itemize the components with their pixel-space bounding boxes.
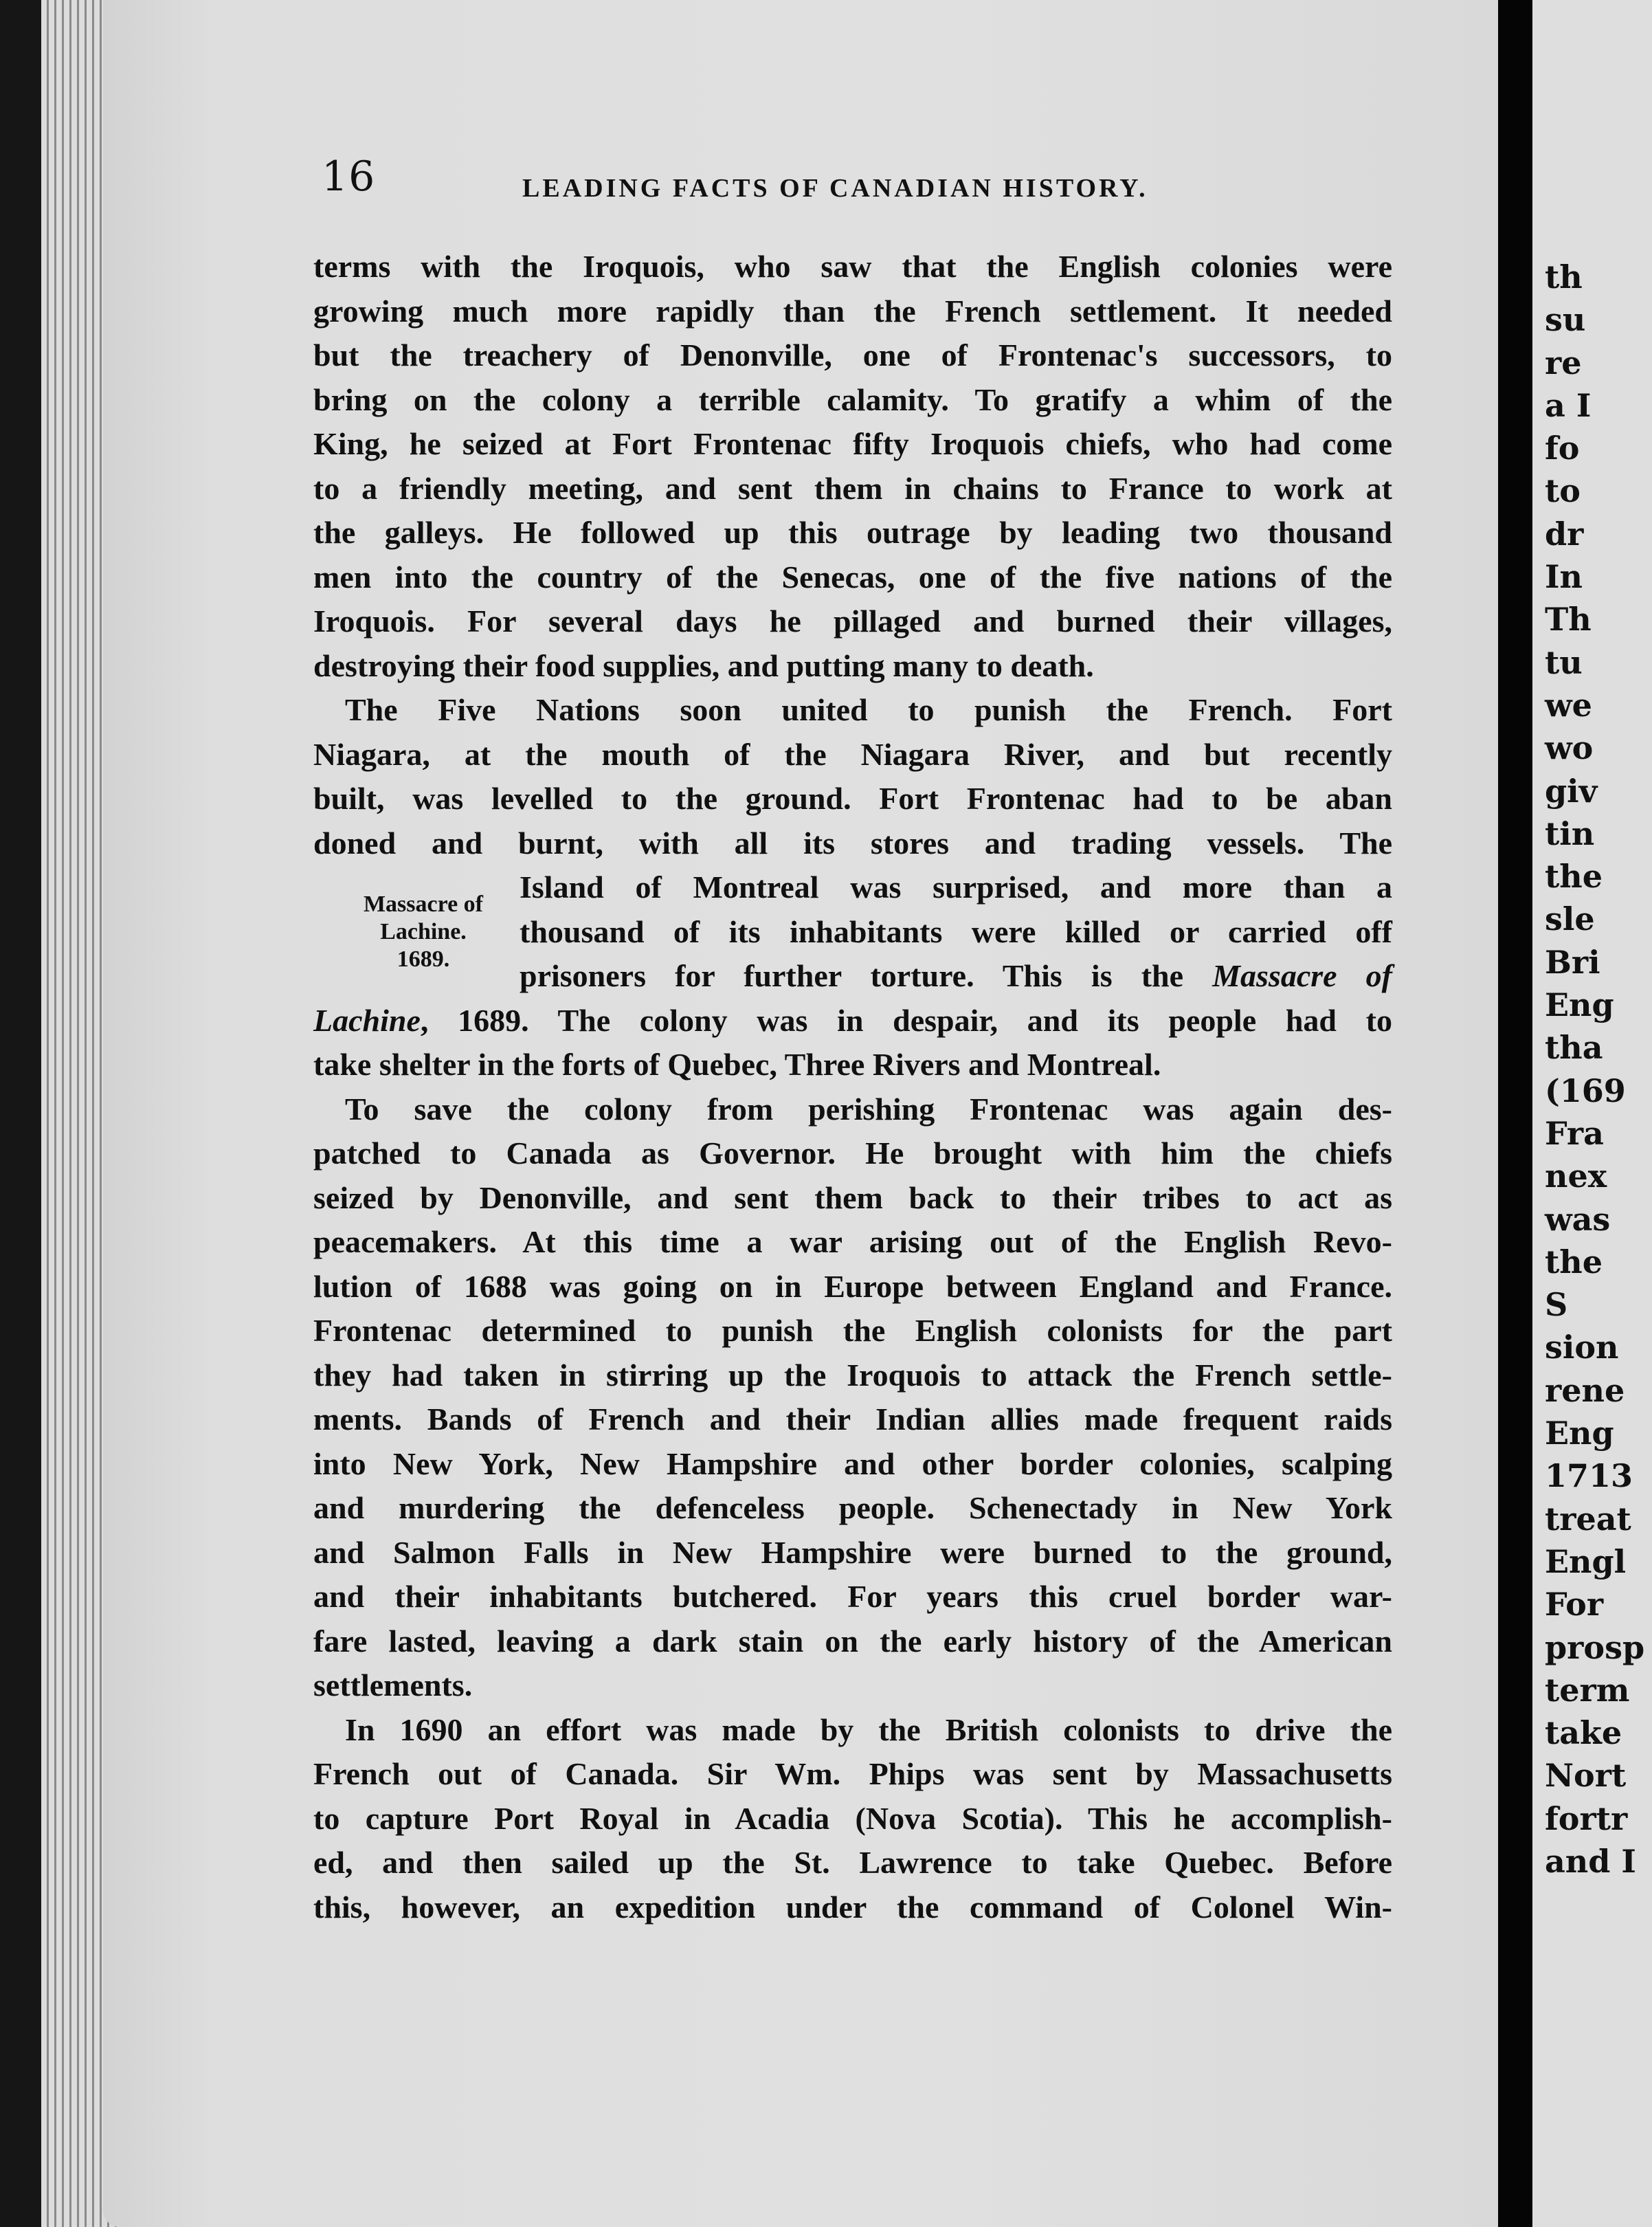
text-line [313,954,1392,999]
margin-note-line: 1689. [397,946,450,972]
text-line: and murdering the defenceless people. Schenectady in New York [313,1490,1392,1525]
text-line: fare lasted, leaving a dark stain on the early history of the American [313,1623,1392,1659]
text-line: Niagara, at the mouth of the Niagara River, and but recently [313,736,1392,772]
text-line: patched to Canada as Governor. He brought with him the chiefs [313,1135,1392,1171]
text-line: French out of Canada. Sir Wm. Phips was sent by Massachusetts [313,1756,1392,1791]
facing-line: Eng [1545,986,1614,1024]
text-line: Frontenac determined to punish the English colonists for the part [313,1313,1392,1348]
text-line: thousand of its inhabitants were killed or carried off [520,913,1392,949]
text-line: To save the colony from perishing Frontenac was again des- [345,1091,1392,1127]
text-line: to capture Port Royal in Acadia (Nova Scotia). This he accomplish- [313,1800,1392,1836]
facing-line: 1713 [1545,1457,1633,1495]
text-line: In 1690 an effort was made by the British colonists to drive the [345,1711,1392,1747]
paragraph [313,688,1392,1087]
running-title: LEADING FACTS OF CANADIAN HISTORY. [522,174,1148,203]
text-line: lution of 1688 was going on in Europe between England and France. [313,1268,1392,1304]
text-line: terms with the Iroquois, who saw that the English colonies were [313,249,1392,284]
text-line: to a friendly meeting, and sent them in chains to France to work at [313,470,1392,506]
text-line: Island of Montreal was surprised, and more than a [520,869,1392,905]
text-line: King, he seized at Fort Frontenac fifty Iroquois chiefs, who had come [313,426,1392,461]
facing-line: For [1545,1586,1604,1624]
text-line: men into the country of the Senecas, one of the five nations of the [313,559,1392,595]
facing-line: and I [1545,1842,1636,1880]
facing-line: Th [1545,601,1592,639]
facing-line: tu [1545,643,1583,681]
paragraph [313,1087,1392,1708]
text-line: growing much more rapidly than the French settlement. It needed [313,293,1392,329]
text-run: prisoners for further torture. This is the [520,958,1213,993]
facing-line: take [1545,1714,1622,1752]
facing-line: sle [1545,900,1595,938]
facing-line: su [1545,301,1586,339]
facing-line: tha [1545,1029,1603,1067]
text-line: this, however, an expedition under the command of Colonel Win- [313,1889,1392,1925]
facing-line: a I [1545,386,1592,424]
facing-page-text [1545,256,1644,1883]
paragraph [313,1708,1392,1930]
text-run: , 1689. The colony was in despair, and its people had to [420,1002,1392,1038]
text-line: take shelter in the forts of Quebec, Three Rivers and Montreal. [313,1047,1161,1082]
facing-line: the [1545,858,1603,896]
italic-run: Lachine [313,1002,421,1038]
text-line: doned and burnt, with all its stores and trading vessels. The [313,825,1392,861]
facing-line: (169 [1545,1072,1626,1109]
text-line [313,999,1392,1043]
body-text [313,245,1392,1929]
facing-line: giv [1545,772,1598,810]
text-line: Iroquois. For several days he pillaged and burned their villages, [313,603,1392,639]
facing-line: In [1545,558,1583,596]
facing-line: to [1545,472,1581,510]
facing-line: was [1545,1200,1611,1238]
text-line: but the treachery of Denonville, one of Frontenac's successors, to [313,337,1392,373]
facing-line: wo [1545,729,1594,767]
facing-line: nex [1545,1157,1607,1195]
margin-note-line: Lachine. [380,919,467,944]
italic-run: Massacre of [1212,958,1392,993]
text-line: peacemakers. At this time a war arising out of the English Revo- [313,1224,1392,1259]
text-line: bring on the colony a terrible calamity. To gratify a whim of the [313,381,1392,417]
text-line: into New York, New Hampshire and other border colonies, scalping [313,1445,1392,1481]
facing-line: Bri [1545,943,1600,981]
facing-line: prosp [1545,1628,1645,1666]
facing-line: tin [1545,815,1595,852]
facing-line: Nort [1545,1757,1627,1795]
text-line: seized by Denonville, and sent them back to their tribes to act as [313,1179,1392,1215]
facing-line: sion [1545,1329,1619,1366]
facing-line: fortr [1545,1799,1628,1837]
facing-line: Fra [1545,1114,1604,1152]
text-line: ed, and then sailed up the St. Lawrence to take Quebec. Before [313,1845,1392,1880]
facing-line: Engl [1545,1542,1627,1580]
text-line: settlements. [313,1668,473,1703]
facing-line: treat [1545,1500,1631,1538]
text-line: and their inhabitants butchered. For years this cruel border war- [313,1579,1392,1614]
facing-page [1532,0,1652,2227]
facing-line: term [1545,1671,1630,1709]
facing-line: rene [1545,1371,1625,1409]
book-gutter [1498,0,1532,2227]
text-line: The Five Nations soon united to punish the French. Fort [345,692,1392,727]
text-line: the galleys. He followed up this outrage by leading two thousand [313,515,1392,550]
facing-line: Eng [1545,1415,1614,1452]
facing-line: the [1545,1243,1603,1281]
facing-line: fo [1545,430,1580,467]
text-line: they had taken in stirring up the Iroquois to attack the French settle- [313,1357,1392,1393]
facing-line: dr [1545,515,1584,553]
text-line: built, was levelled to the ground. Fort Frontenac had to be aban [313,781,1392,816]
facing-line: S [1545,1286,1568,1324]
facing-line: we [1545,686,1592,724]
paragraph [313,245,1392,688]
page-number: 16 [322,153,376,201]
text-line: ments. Bands of French and their Indian allies made frequent raids [313,1401,1392,1437]
text-line: and Salmon Falls in New Hampshire were burned to the ground, [313,1534,1392,1570]
margin-note-line: Massacre of [363,891,484,917]
facing-line: th [1545,258,1583,296]
text-line: destroying their food supplies, and putting many to death. [313,647,1094,683]
facing-line: re [1545,344,1582,381]
